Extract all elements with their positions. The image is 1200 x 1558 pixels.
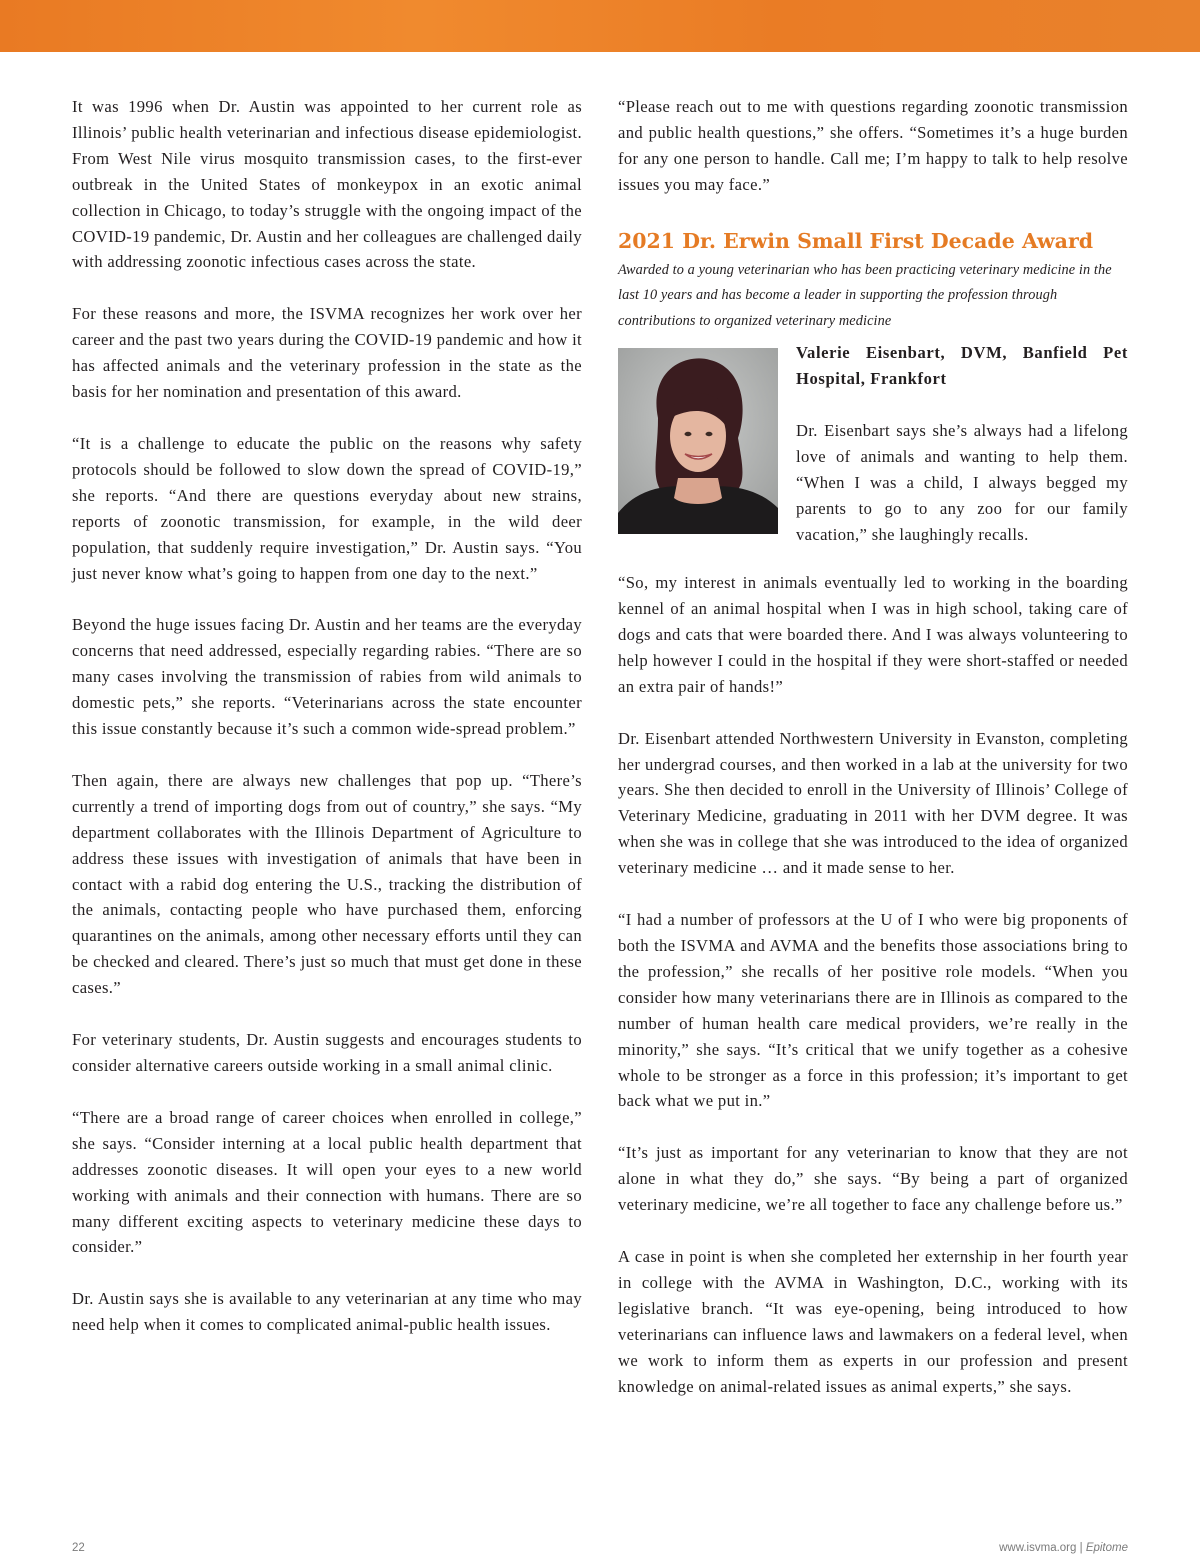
top-banner bbox=[0, 0, 1200, 52]
award-description: Awarded to a young veterinarian who has been practicing veterinary medicine in the last 10 years and has become a leader in supporting the profession through contributions to organized veterinary medicine bbox=[618, 261, 1112, 329]
paragraph: Beyond the huge issues facing Dr. Austin and her teams are the everyday concerns that need addressed, especially regarding rabies. “There are so many cases involving the transmission of rabies from wild animals to domestic pets,” she reports. “Veterinarians across the state encounter this issue constantly because it’s such a common wide-spread problem.” bbox=[72, 615, 582, 739]
paragraph: Dr. Eisenbart says she’s always had a lifelong love of animals and wanting to help them. “When I was a child, I always begged my parents to go to any zoo for our family vacation,” she laughingly recalls. bbox=[796, 421, 1128, 544]
footer-publication bbox=[999, 1542, 1128, 1554]
paragraph: For these reasons and more, the ISVMA recognizes her work over her career and the past two years during the COVID-19 pandemic and how it has affected animals and the veterinary profession in the state as the basis for her nomination and presentation of this award. bbox=[72, 304, 582, 402]
paragraph: “It’s just as important for any veterinarian to know that they are not alone in what they do,” she says. “By being a part of organized veterinary medicine, we’re all together to face any challenge before us.” bbox=[618, 1143, 1128, 1215]
paragraph: A case in point is when she completed her externship in her fourth year in college with the AVMA in Washington, D.C., working with its legislative branch. “It was eye-opening, being introduced to how veterinarians can influence laws and lawmakers on a federal level, when we work to inform them as experts in our profession and present knowledge on animal-related issues as animal experts,” she says. bbox=[618, 1247, 1128, 1396]
award-title: 2021 Dr. Erwin Small First Decade Award bbox=[618, 228, 1094, 253]
recipient-name: Valerie Eisenbart, DVM, Banfield Pet Hospital, Frankfort bbox=[796, 343, 1128, 389]
recipient-photo bbox=[618, 348, 778, 534]
paragraph: “So, my interest in animals eventually led to working in the boarding kennel of an animal hospital when I was in high school, taking care of dogs and cats that were boarded there. And I was always volunteering to help however I could in the hospital if they were short-staffed or needed an extra pair of hands!” bbox=[618, 573, 1128, 696]
recipient-text bbox=[796, 340, 1128, 548]
paragraph: “Please reach out to me with questions regarding zoonotic transmission and public health questions,” she offers. “Sometimes it’s a huge burden for any one person to handle. Call me; I’m happy to talk to help resolve issues you may face.” bbox=[618, 97, 1128, 194]
paragraph: Dr. Eisenbart attended Northwestern University in Evanston, completing her undergrad courses, and then worked in a lab at the university for two years. She then decided to enroll in the University of Illinois’ College of Veterinary Medicine, graduating in 2011 with her DVM degree. It was when she was in college that she was introduced to the idea of organized veterinary medicine … and it made sense to her. bbox=[618, 728, 1128, 878]
paragraph: It was 1996 when Dr. Austin was appointed to her current role as Illinois’ public health veterinarian and infectious disease epidemiologist. From West Nile virus mosquito transmission cases, to the first-ever outbreak in the United States of monkeypox in an exotic animal collection in Chicago, to today’s struggle with the ongoing impact of the COVID-19 pandemic, Dr. Austin and her colleagues are challenged daily with addressing zoonotic infectious cases across the state. bbox=[72, 97, 582, 272]
paragraph: Dr. Austin says she is available to any veterinarian at any time who may need help when it comes to complicated animal-public health issues. bbox=[72, 1289, 582, 1335]
footer-separator: | bbox=[1079, 1542, 1083, 1554]
paragraph: “There are a broad range of career choices when enrolled in college,” she says. “Consider interning at a local public health department that addresses zoonotic diseases. It will open your eyes to a new world working with animals and their connection with humans. There are so many different exciting aspects to veterinary medicine these days to consider.” bbox=[72, 1107, 582, 1257]
recipient-profile bbox=[618, 340, 1128, 544]
portrait-image bbox=[618, 348, 778, 534]
website-link[interactable]: www.isvma.org bbox=[999, 1542, 1077, 1554]
paragraph: Then again, there are always new challenges that pop up. “There’s currently a trend of importing dogs from out of country,” she says. “My department collaborates with the Illinois Department of Agriculture to address these issues with investigation of animals that have been in contact with a rabid dog entering the U.S., tracking the distribution of the animals, contacting people who have purchased them, enforcing quarantines on the animals, among other necessary efforts until they can be checked and cleared. There’s just so much that must get done in these cases.” bbox=[72, 770, 582, 998]
page-number: 22 bbox=[72, 1542, 85, 1554]
paragraph: For veterinary students, Dr. Austin suggests and encourages students to consider alternative careers outside working in a small animal clinic. bbox=[72, 1030, 582, 1075]
paragraph: “I had a number of professors at the U of I who were big proponents of both the ISVMA and AVMA and the benefits those associations bring to the profession,” she recalls of her positive role models. “When you consider how many veterinarians there are in Illinois as compared to the number of human health care medical providers, we’re really in the minority,” she says. “It’s critical that we unify together as a cohesive whole to be stronger as a force in this profession; it’s important to get back what we put in.” bbox=[618, 910, 1128, 1111]
paragraph: “It is a challenge to educate the public on the reasons why safety protocols should be followed to slow down the spread of COVID-19,” she reports. “And there are questions everyday about new strains, reports of zoonotic transmission, for example, in the wild deer population, that suddenly require investigation,” Dr. Austin says. “You just never know what’s going to happen from one day to the next.” bbox=[72, 433, 582, 583]
right-column bbox=[618, 94, 1128, 1426]
left-column bbox=[72, 94, 582, 1364]
publication-name: Epitome bbox=[1085, 1542, 1128, 1554]
